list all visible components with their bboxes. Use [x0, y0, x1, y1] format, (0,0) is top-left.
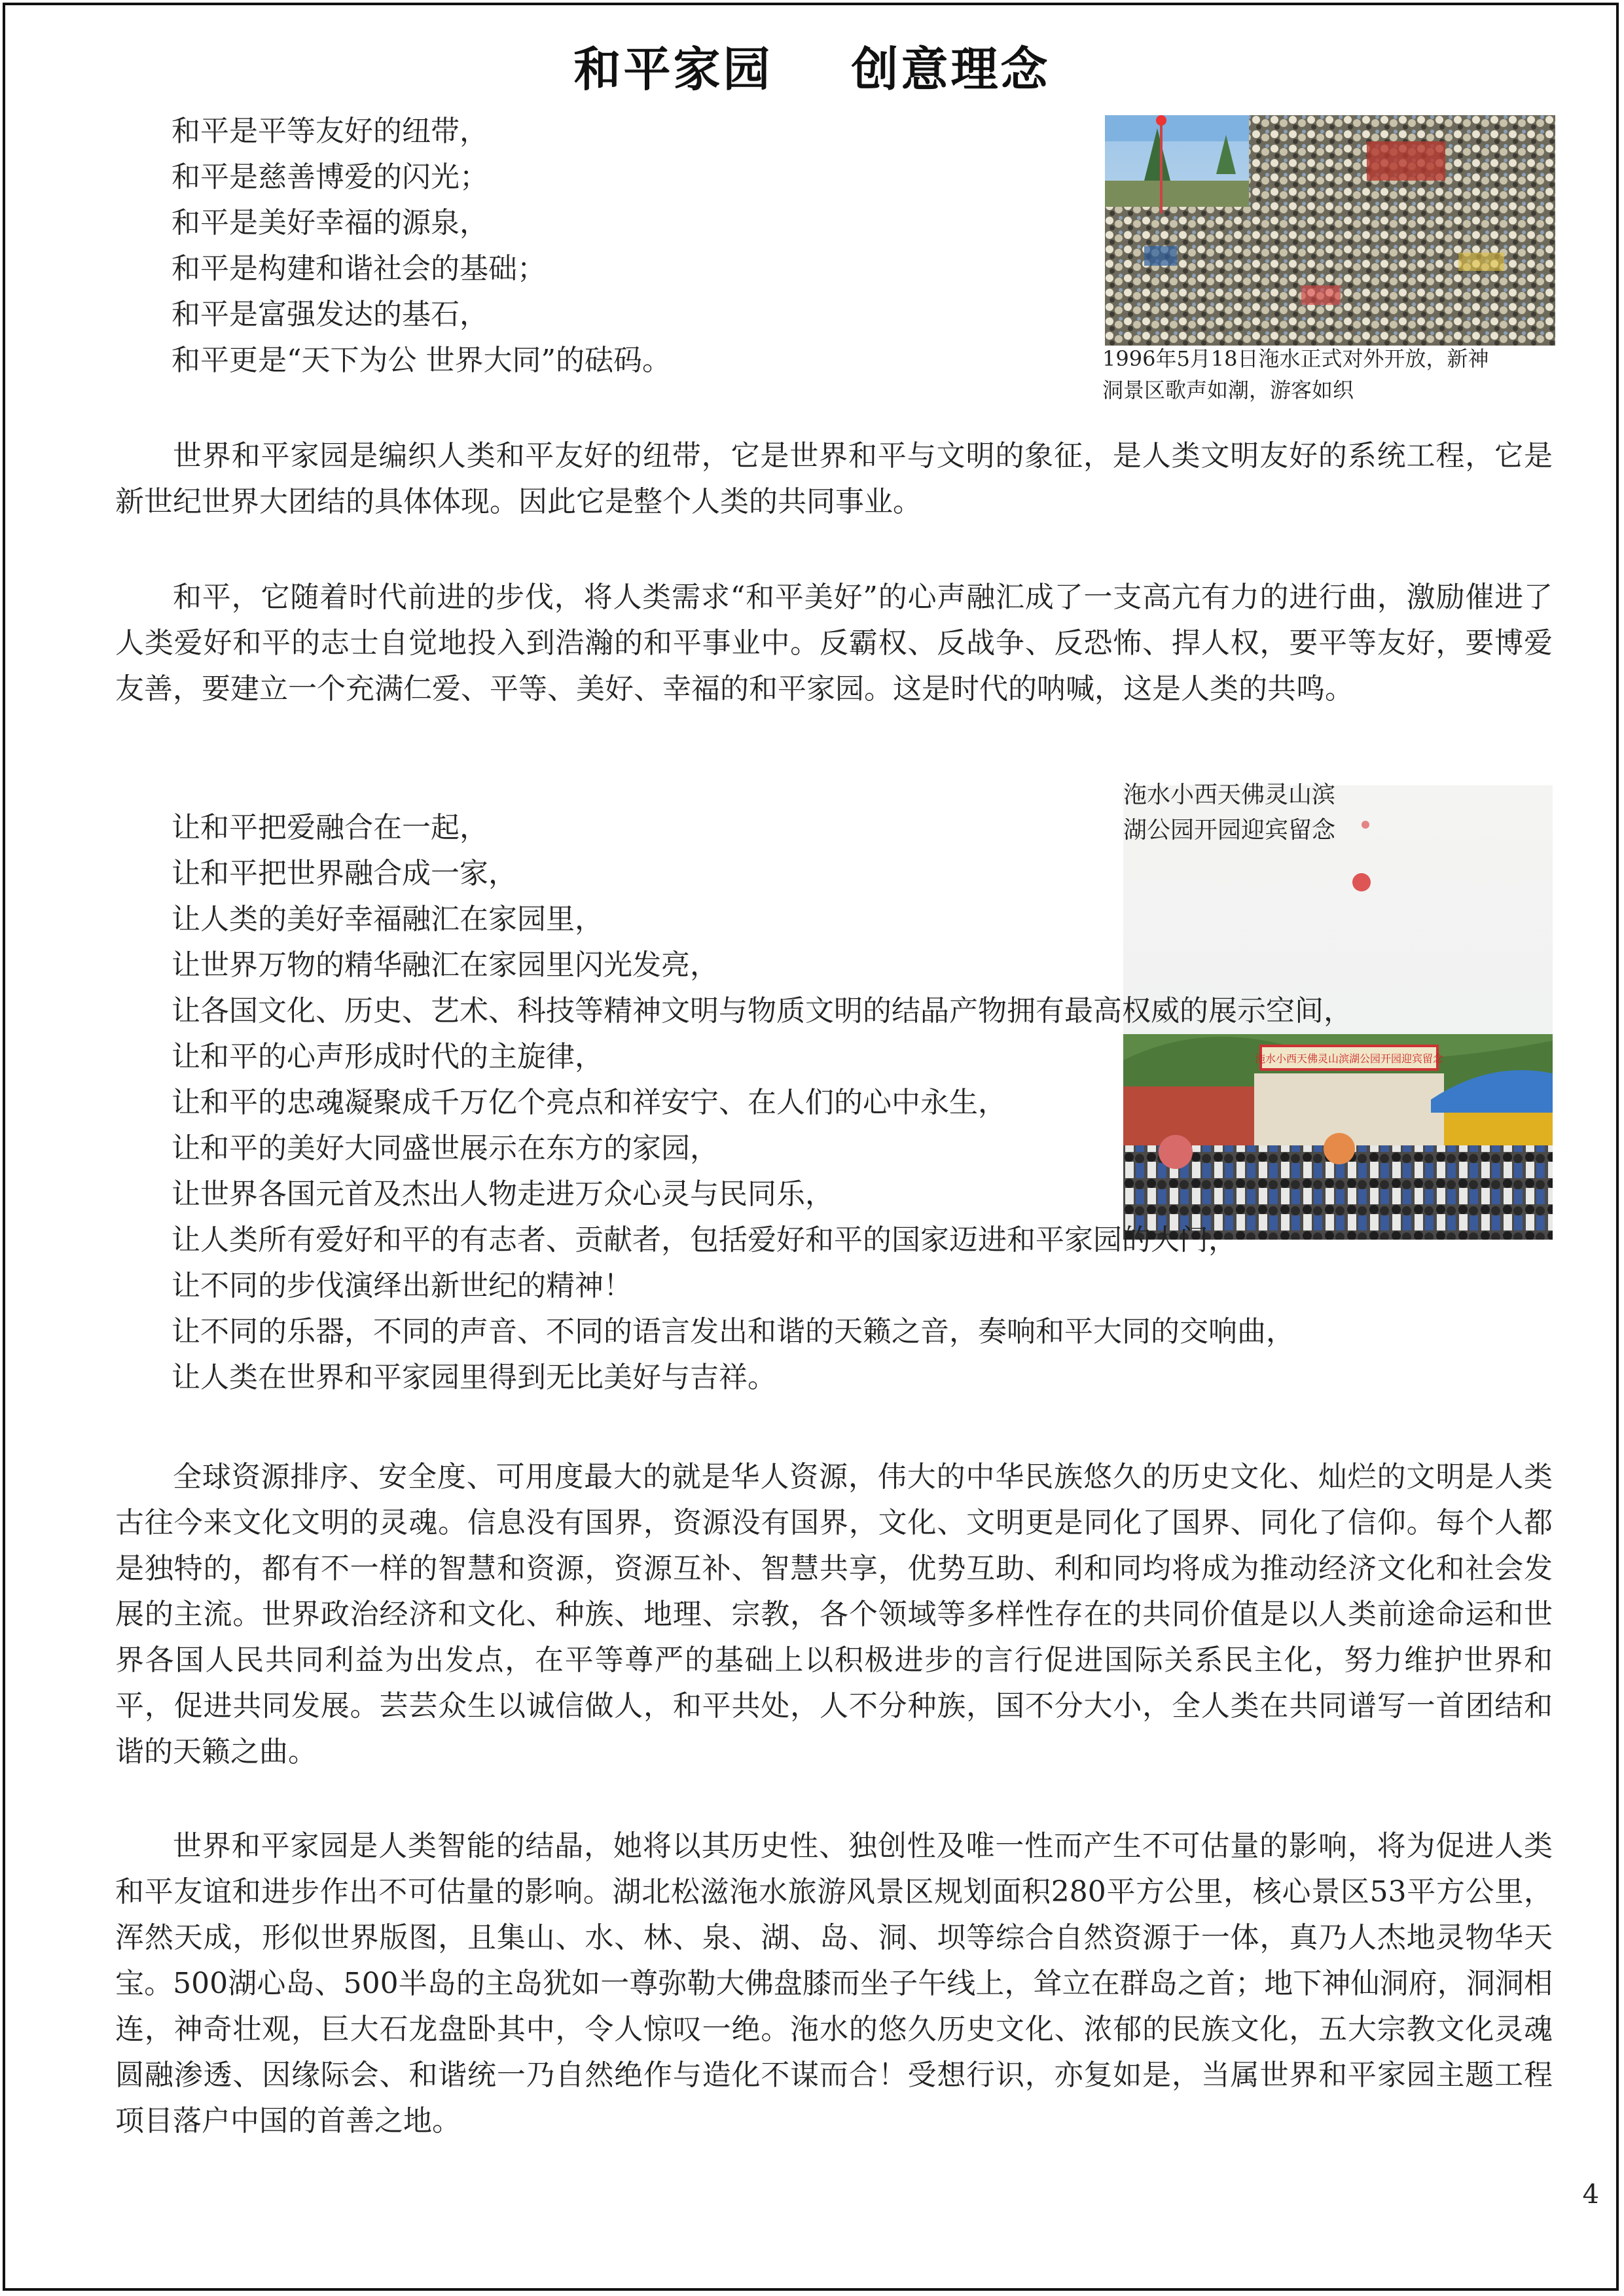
page-number: 4 — [1582, 2179, 1599, 2210]
poem-line: 和平更是“天下为公 世界大同”的砝码。 — [171, 344, 671, 377]
caption-line: 沲水小西天佛灵山滨 — [1123, 781, 1336, 808]
poem-peace-definitions — [171, 109, 671, 384]
poem-let-peace — [171, 805, 1352, 1401]
poem-line: 和平是富强发达的基石， — [171, 298, 488, 331]
paragraph-3: 全球资源排序、安全度、可用度最大的就是华人资源，伟大的中华民族悠久的历史文化、灿烂的文明是人类古往今来文化文明的灵魂。信息没有国界，资源没有国界，文化、文明更是同化了国界、同化了信仰。每个人都是独特的，都有不一样的智慧和资源，资源互补、智慧共享，优势互助、利和同均将成为推动经济文化和社会发展的主流。世界政治经济和文化、种族、地理、宗教，各个领域等多样性存在的共同价值是以人类前途命运和世界各国人民共同利益为出发点，在平等尊严的基础上以积极进步的言行促进国际关系民主化，努力维护世界和平，促进共同发展。芸芸众生以诚信做人，和平共处，人不分种族，国不分大小，全人类在共同谱写一首团结和谐的天籁之曲。 — [115, 1460, 1553, 1768]
poem-line: 让人类的美好幸福融汇在家园里， — [171, 903, 604, 936]
crowd-photo-caption — [1102, 343, 1574, 406]
poem-line: 让不同的步伐演绎出新世纪的精神！ — [171, 1269, 632, 1302]
poem-line: 让各国文化、历史、艺术、科技等精神文明与物质文明的结晶产物拥有最高权威的展示空间， — [171, 994, 1352, 1028]
paragraph-1: 世界和平家园是编织人类和平友好的纽带，它是世界和平与文明的象征，是人类文明友好的系统工程，它是新世纪世界大团结的具体体现。因此它是整个人类的共同事业。 — [115, 439, 1553, 518]
poem-line: 让和平的忠魂凝聚成千万亿个亮点和祥安宁、在人们的心中永生， — [171, 1086, 1007, 1119]
crowd-photo-image — [1105, 115, 1555, 346]
caption-line: 湖公园开园迎宾留念 — [1123, 817, 1336, 844]
poem-line: 让和平把爱融合在一起， — [171, 811, 488, 844]
poem-line: 和平是构建和谐社会的基础； — [171, 252, 546, 285]
crowd-opening-photo — [1105, 115, 1555, 346]
paragraph-4: 世界和平家园是人类智能的结晶，她将以其历史性、独创性及唯一性而产生不可估量的影响，将为促进人类和平友谊和进步作出不可估量的影响。湖北松滋沲水旅游风景区规划面积280平方公里，核心景区53平方公里，浑然天成，形似世界版图，且集山、水、林、泉、湖、岛、洞、坝等综合自然资源于一体，真乃人杰地灵物华天宝。500湖心岛、500半岛的主岛犹如一尊弥勒大佛盘膝而坐子午线上，耸立在群岛之首；地下神仙洞府，洞洞相连，神奇壮观，巨大石龙盘卧其中，令人惊叹一绝。沲水的悠久历史文化、浓郁的民族文化，五大宗教文化灵魂圆融渗透、因缘际会、和谐统一乃自然绝作与造化不谋而合！受想行识，亦复如是，当属世界和平家园主题工程项目落户中国的首善之地。 — [115, 1829, 1553, 2138]
poem-line: 和平是慈善博爱的闪光； — [171, 160, 488, 194]
poem-line: 让世界各国元首及杰出人物走进万众心灵与民同乐， — [171, 1177, 834, 1211]
title-right: 创意理念 — [851, 42, 1051, 97]
title-left: 和平家园 — [573, 42, 773, 97]
poem-line: 让人类所有爱好和平的有志者、贡献者，包括爱好和平的国家迈进和平家园的大门， — [171, 1223, 1237, 1257]
caption-line: 1996年5月18日沲水正式对外开放，新神 — [1102, 346, 1489, 371]
poem-line: 让不同的乐器，不同的声音、不同的语言发出和谐的天籁之音，奏响和平大同的交响曲， — [171, 1315, 1295, 1348]
paragraph-2: 和平，它随着时代前进的步伐，将人类需求“和平美好”的心声融汇成了一支高亢有力的进行曲，激励催进了人类爱好和平的志士自觉地投入到浩瀚的和平事业中。反霸权、反战争、反恐怖、捍人权，要平等友好，要博爱友善，要建立一个充满仁爱、平等、美好、幸福的和平家园。这是时代的呐喊，这是人类的共鸣。 — [115, 581, 1553, 706]
poem-line: 让和平的心声形成时代的主旋律， — [171, 1040, 604, 1073]
poem-line: 让和平的美好大同盛世展示在东方的家园， — [171, 1132, 719, 1165]
poem-line: 和平是美好幸福的源泉， — [171, 206, 488, 240]
poem-line: 让和平把世界融合成一家， — [171, 857, 517, 890]
ceremony-banner-text: 沲水小西天佛灵山滨湖公园开园迎宾留念 — [1254, 1052, 1444, 1065]
poem-line: 让人类在世界和平家园里得到无比美好与吉祥。 — [171, 1361, 776, 1394]
poem-line: 让世界万物的精华融汇在家园里闪光发亮， — [171, 948, 719, 982]
poem-line: 和平是平等友好的纽带， — [171, 115, 488, 148]
page-title — [0, 31, 1624, 99]
caption-line: 洞景区歌声如潮，游客如织 — [1102, 378, 1354, 403]
